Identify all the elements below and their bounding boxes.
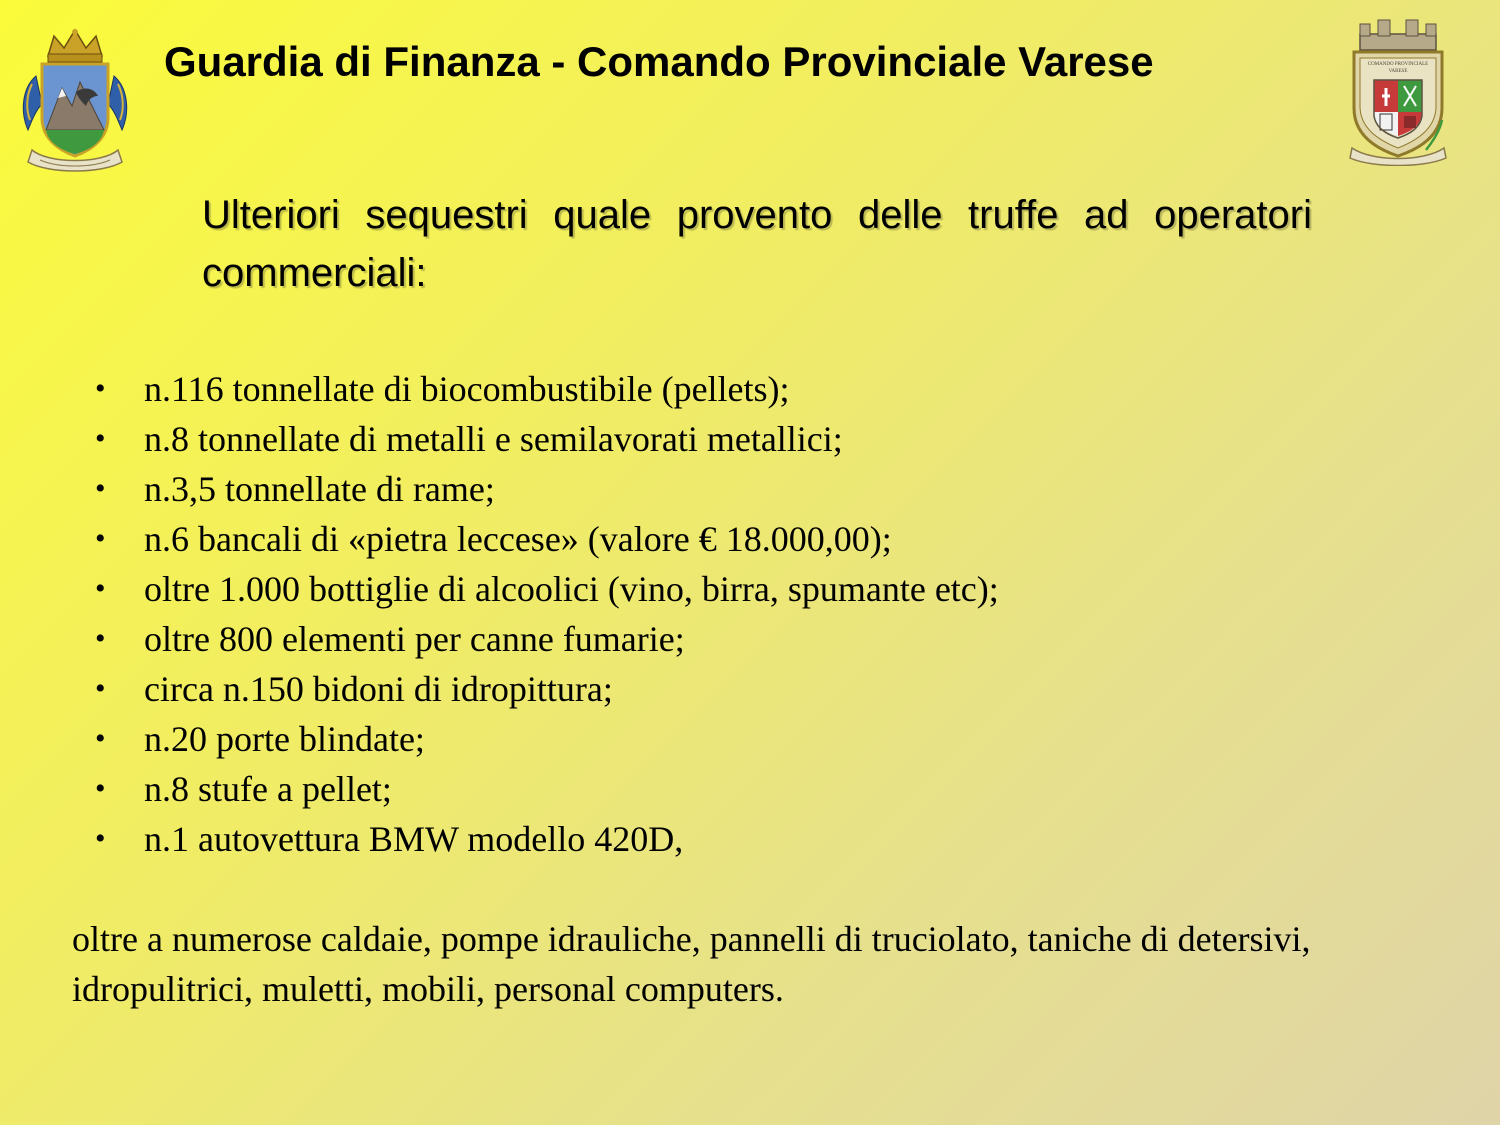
list-item: • n.8 stufe a pellet; bbox=[95, 764, 999, 814]
list-item: • n.1 autovettura BMW modello 420D, bbox=[95, 814, 999, 864]
guardia-di-finanza-crest-icon bbox=[18, 26, 132, 174]
right-crest-text-line2: VARESE bbox=[1388, 69, 1408, 74]
list-item: • n.116 tonnellate di biocombustibile (pellets); bbox=[95, 364, 999, 414]
right-crest-text-line1: COMANDO PROVINCIALE bbox=[1367, 62, 1429, 67]
list-item: • circa n.150 bidoni di idropittura; bbox=[95, 664, 999, 714]
seizure-list bbox=[95, 364, 999, 864]
header-title: Guardia di Finanza - Comando Provinciale Varese bbox=[164, 38, 1154, 85]
comando-provinciale-varese-crest-icon bbox=[1346, 16, 1450, 166]
list-item: • n.8 tonnellate di metalli e semilavorati metallici; bbox=[95, 414, 999, 464]
list-item: • oltre 800 elementi per canne fumarie; bbox=[95, 614, 999, 664]
list-item: • n.3,5 tonnellate di rame; bbox=[95, 464, 999, 514]
subtitle: Ulteriori sequestri quale provento delle truffe ad operatori commerciali: bbox=[202, 193, 1312, 295]
list-item: • n.20 porte blindate; bbox=[95, 714, 999, 764]
list-item: • n.6 bancali di «pietra leccese» (valore € 18.000,00); bbox=[95, 514, 999, 564]
list-item: • oltre 1.000 bottiglie di alcoolici (vino, birra, spumante etc); bbox=[95, 564, 999, 614]
closing-paragraph: oltre a numerose caldaie, pompe idrauliche, pannelli di truciolato, taniche di detersivi, idropulitrici, muletti, mobili, personal computers. bbox=[72, 919, 1311, 1009]
